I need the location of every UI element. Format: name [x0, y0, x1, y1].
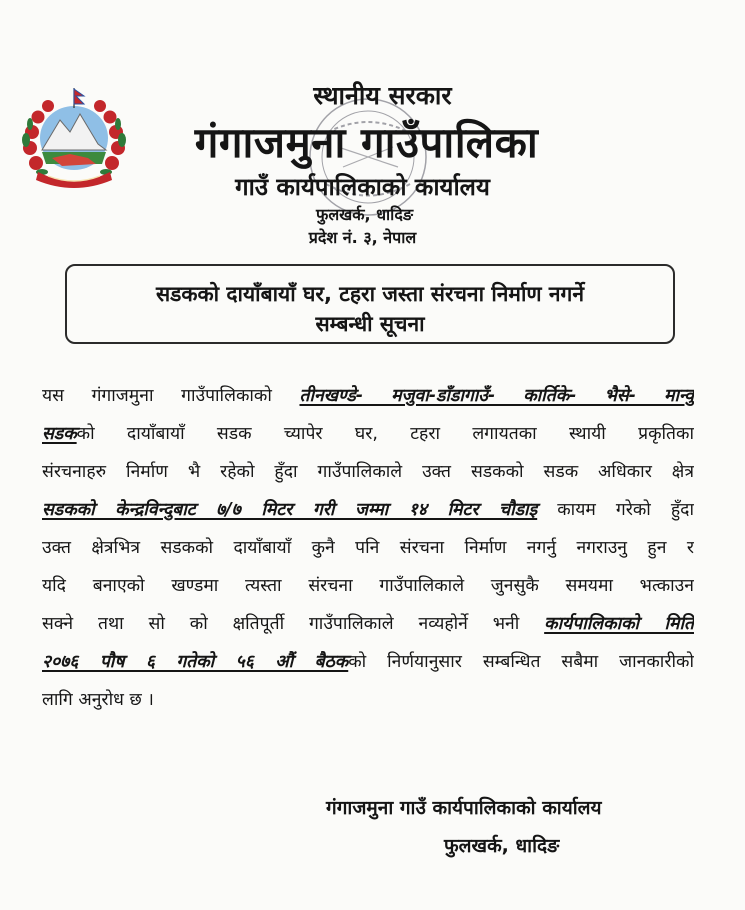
- body-line: [42, 612, 694, 650]
- body-line: [42, 384, 694, 422]
- body-line: [42, 574, 694, 612]
- notice-title-line1: सडकको दायाँबायाँ घर, टहरा जस्ता संरचना निर्माण नगर्ने: [155, 282, 585, 306]
- body-line: [42, 498, 694, 536]
- road-name-highlight: सडक: [42, 424, 77, 444]
- meeting-date-highlight: २०७६ पौष ६ गतेको ५६ औं बैठक: [42, 652, 349, 672]
- signature-address: फुलखर्क, धादिङ: [444, 835, 560, 857]
- body-text: कायम गरेको हुँदा: [537, 500, 694, 520]
- signature-office: गंगाजमुना गाउँ कार्यपालिकाको कार्यालय: [326, 797, 602, 819]
- notice-body: [42, 384, 694, 726]
- body-text: उक्त क्षेत्रभित्र सडकको दायाँबायाँ कुनै पनि संरचना निर्माण नगर्नु नगराउनु हुन र: [42, 538, 694, 558]
- body-text: को निर्णयानुसार सम्बन्धित सबैमा जानकारीको: [348, 652, 694, 672]
- body-line: [42, 688, 694, 726]
- municipality-name: गंगाजमुना गाउँपालिका: [194, 118, 539, 167]
- road-width-highlight: सडकको केन्द्रविन्दुबाट ७/७ मिटर गरी जम्मा १४ मिटर चौडाइ: [42, 500, 538, 520]
- body-text: को दायाँबायाँ सडक च्यापेर घर, टहरा लगायतका स्थायी प्रकृतिका: [76, 424, 694, 444]
- body-line: [42, 422, 694, 460]
- office-name: गाउँ कार्यपालिकाको कार्यालय: [235, 173, 490, 201]
- office-address: फुलखर्क, धादिङ: [315, 205, 414, 224]
- letterhead: [0, 0, 745, 250]
- meeting-date-highlight: कार्यपालिकाको मिति: [544, 614, 694, 634]
- body-text: लागि अनुरोध छ ।: [42, 690, 154, 710]
- province-line: प्रदेश नं. ३, नेपाल: [308, 228, 417, 247]
- body-text: यस गंगाजमुना गाउँपालिकाको: [42, 386, 300, 406]
- body-text: संरचनाहरु निर्माण भै रहेको हुँदा गाउँपालिकाले उक्त सडकको सडक अधिकार क्षेत्र: [42, 462, 694, 482]
- body-text: सक्ने तथा सो को क्षतिपूर्ती गाउँपालिकाले नव्यहोर्ने भनी: [42, 614, 545, 634]
- body-line: [42, 650, 694, 688]
- body-line: [42, 536, 694, 574]
- government-level-title: स्थानीय सरकार: [313, 81, 452, 110]
- body-line: [42, 460, 694, 498]
- notice-title-line2: सम्बन्धी सूचना: [315, 312, 425, 336]
- body-text: यदि बनाएको खण्डमा त्यस्ता संरचना गाउँपालिकाले जुनसुकै समयमा भत्काउन: [42, 576, 694, 596]
- notice-title-box: [65, 264, 675, 344]
- road-name-highlight: तीनखण्डे- मजुवा-डाँडागाउँ- कार्तिके- भैसे- मान्वु: [299, 386, 694, 406]
